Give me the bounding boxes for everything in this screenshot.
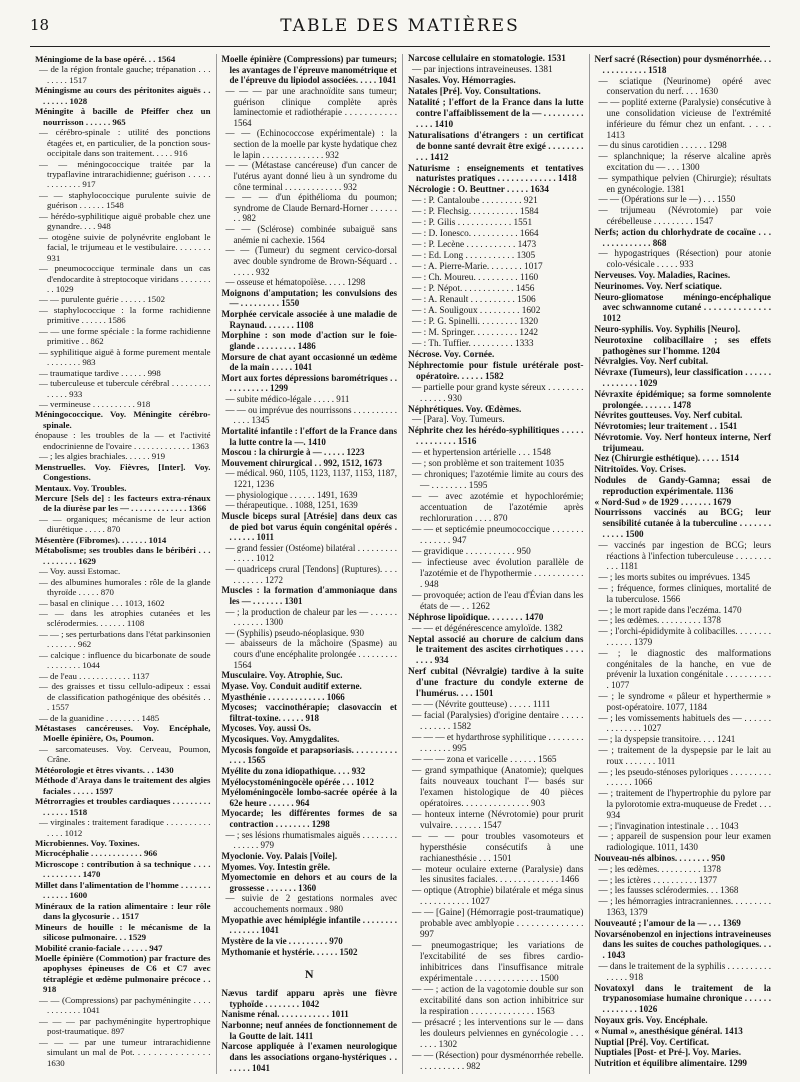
index-entry: Mentaux. Voy. Troubles. <box>35 482 127 493</box>
index-entry: — ; les ictères . . . . . . . . . . 1377 <box>598 874 718 885</box>
index-entry: — (Syphilis) pseudo-néoplasique. 930 <box>225 627 364 638</box>
index-entry: — honteux interne (Névrotomie) pour prurit vulvaire. . . . . . . 1547 <box>412 809 584 831</box>
index-entry: Névraxe (Tumeurs), leur classification . . . . . . . . . . . . . . 1029 <box>594 367 771 388</box>
index-entry: — provoquée; action de l'eau d'Évian dans les états de — . . 1262 <box>412 590 584 612</box>
index-entry: Mycosiques. Voy. Amygdalites. <box>221 734 340 744</box>
index-entry: Muscle biceps sural [Atrésie] dans deux cas de pied bot varus équin congénital opérés . . . . . . . 1011 <box>221 510 397 543</box>
index-entry: — — — par une arachnoïdite sans tumeur; guérison clinique complète après laminectomie et radiothérapie . . . . . . . . . . . 1564 <box>225 85 397 128</box>
index-columns <box>30 54 776 1074</box>
index-entry: Morphine : son mode d'action sur le foie-glande . . . . . . . . . 1486 <box>221 330 397 351</box>
index-entry: « Nord-Sud » de 1929 . . . . . . . 1679 <box>594 496 732 507</box>
index-entry: Nerveuses. Voy. Maladies, Racines. <box>594 269 731 280</box>
index-entry: — ; fréquence, formes cliniques, mortalité de la tuberculose. 1566 <box>598 583 771 604</box>
index-entry: — ; la production de chaleur par les — . . . . . . . . . . . . . 1300 <box>225 606 397 628</box>
index-entry: — tuberculeuse et tubercule cérébral . . . . . . . . . . . . . . 933 <box>39 378 211 399</box>
index-entry: — — — d'un épithélioma du poumon; syndrome de Claude Bernard-Horner . . . . . . . . 982 <box>225 192 397 224</box>
index-entry: Moelle épinière (Commotion) par fracture des apophyses épineuses de C6 et C7 avec tétraplégie et œdème pulmonaire précoce . . 918 <box>35 952 211 995</box>
index-entry: Méningisme au cours des péritonites aiguës . . . . . . . . 1028 <box>35 85 211 106</box>
index-entry: — — (Tumeur) du segment cervico-dorsal avec double syndrome de Brown-Séquard . . . . . . . 932 <box>225 245 397 277</box>
index-entry: — ; appareil de suspension pour leur examen radiologique. 1011, 1430 <box>598 831 771 853</box>
index-entry: — par injections intraveineuses. 1381 <box>412 64 553 75</box>
index-column-1 <box>30 54 217 1074</box>
index-entry: — : P. Népot. . . . . . . . . . . . 1456 <box>412 284 535 295</box>
index-entry: — ; les œdèmes. . . . . . . . . . 1378 <box>598 863 721 874</box>
index-entry: Muscles : la formation d'ammoniaque dans les — . . . . . . . 1301 <box>221 585 397 606</box>
index-entry: Natalité ; l'effort de la France dans la lutte contre l'affaiblissement de la — . . . . . . . . . . . . . 1410 <box>408 97 584 130</box>
index-entry: — partielle pour grand kyste séreux . . . . . . . . . . . . . . 930 <box>412 382 584 404</box>
index-entry: — ; les vomissements habituels des — . . . . . . . . . . . . . . 1027 <box>598 712 771 734</box>
index-entry: — ; l'invagination intestinale . . . 1043 <box>598 820 739 831</box>
index-entry: Névraxite épidémique; sa forme somnolente prolongée. . . . . . . 1478 <box>594 388 771 410</box>
index-entry: Méthode d'Araya dans le traitement des algies faciales . . . . . 1597 <box>35 775 211 796</box>
index-entry: — osseuse et hématopoïèse. . . . . 1298 <box>225 277 366 288</box>
index-entry: Neurinomes. Voy. Nerf sciatique. <box>594 280 722 291</box>
index-entry: — moteur oculaire externe (Paralysie) dans les sinusites faciales. . . . . . . . . . . . . . 1466 <box>412 864 584 886</box>
index-entry: — — — zona et varicelle . . . . . . 1565 <box>412 755 557 765</box>
index-entry: Nutrition et équilibre alimentaire. 1299 <box>594 1058 747 1069</box>
index-entry: — suivie de 2 gestations normales avec accouchements normaux . 980 <box>225 893 397 914</box>
index-entry: — — (Résection) pour dysménorrhée rebelle. . . . . . . . . . . 982 <box>412 1050 584 1072</box>
index-entry: — des graisses et tissu cellulo-adipeux : essai de classification pathogénique des obésités . . . 1557 <box>39 681 211 713</box>
index-entry: — ; son problème et son traitement 1035 <box>412 459 565 470</box>
index-entry: — abaisseurs de la mâchoire (Spasme) au cours d'une encéphalite prolongée . . . . . . . . . 1564 <box>225 638 397 670</box>
index-entry: — sciatique (Neurinome) opéré avec conservation du nerf. . . . 1630 <box>598 75 771 97</box>
index-entry: — hérédo-syphilitique aiguë probable chez une gynandre. . . . 948 <box>39 210 211 232</box>
index-entry: — — staphylococcique purulente suivie de guérison . . . . . . 1548 <box>39 189 211 211</box>
index-entry: — de la guanidine . . . . . . . . 1485 <box>39 712 160 723</box>
index-entry: Météorologie et êtres vivants. . . 1430 <box>35 764 174 775</box>
index-entry: — optique (Atrophie) bilatérale et méga sinus . . . . . . . . . . . 1027 <box>412 886 584 908</box>
index-entry: — — dans les atrophies cutanées et les sclérodermies. . . . . . . 1108 <box>39 608 211 629</box>
index-entry: Mortalité infantile : l'effort de la France dans la lutte contre la —. 1410 <box>221 425 397 447</box>
index-entry: Nitritoïdes. Voy. Crises. <box>594 464 687 475</box>
index-entry: — syphilitique aiguë à forme purement mentale . . . . . . . . 983 <box>39 346 211 368</box>
index-entry: Méningite à bacille de Pfeiffer chez un nourrisson . . . . . . 965 <box>35 106 211 127</box>
index-entry: — vaccinés par ingestion de BCG; leurs réactions à l'infection tuberculeuse . . . . . . . . . . . 1181 <box>598 539 771 572</box>
index-entry: — : A. Souligoux . . . . . . . . . 1602 <box>412 305 541 316</box>
index-entry: — : M. Springer. . . . . . . . . . 1242 <box>412 327 539 338</box>
index-entry: — — (Opérations sur le —) . . . 1550 <box>598 194 736 205</box>
index-entry: — : Ed. Long . . . . . . . . . . . 1305 <box>412 251 536 262</box>
index-entry: Mercure [Sels de] : les facteurs extra-rénaux de la diurèse par les — . . . . . . . . . . . . . 1366 <box>35 493 211 514</box>
index-entry: — otogène suivie de polynévrite englobant le facial, le trijumeau et le vestibulaire. . . . . . . . 931 <box>39 231 211 263</box>
index-entry: Nerfs; action du chlorhydrate de cocaïne . . . . . . . . . . . . . . 868 <box>594 226 771 248</box>
index-column-4 <box>590 54 777 1074</box>
index-entry: — — — pour troubles vasomoteurs et hypersthésie consécutifs à une rachianesthésie . . . 1501 <box>412 831 584 864</box>
index-entry: — subite médico-légale . . . . . 911 <box>225 394 350 404</box>
index-entry: — — méningococcique traitée par la trypaflavine intrarachidienne; guérison . . . . . . . . . . . . . 917 <box>39 158 211 190</box>
index-entry: — pneumogastrique; les variations de l'excitabilité de ses fibres cardio-inhibitrices dans l'insuffisance mitrale expérimentale . . . . . . . . . . . . . . 1500 <box>412 941 584 985</box>
index-entry: Neuro-gliomatose méningo-encéphalique avec schwannome cutané . . . . . . . . . . . . . . 1012 <box>594 291 771 324</box>
index-entry: Nuptiales [Post- et Pré-]. Voy. Maries. <box>594 1047 741 1058</box>
index-entry: Nævus tardif apparu après une fièvre typhoïde . . . . . . . . 1042 <box>221 988 397 1009</box>
index-entry: Myopathie avec hémiplégie infantile . . . . . . . . . . . . . . . 1041 <box>221 914 397 936</box>
index-entry: Mycosis fongoïde et parapsoriasis. . . . . . . . . . . . . . 1565 <box>221 744 397 766</box>
index-entry: — ; le diagnostic des malformations congénitales de la hanche, en vue de prévenir la luxation congénitale . . . . . . . . . . . 1077 <box>598 647 771 691</box>
index-entry: Novarsénobenzol en injections intraveineuses dans les suites de couches pathologiques. . . . 1043 <box>594 928 771 961</box>
index-entry: Nécrologie : O. Beuttner . . . . . 1634 <box>408 185 549 196</box>
index-entry: Myomectomie en dehors et au cours de la grossesse . . . . . . . 1360 <box>221 872 397 893</box>
index-entry: Natales [Pré]. Voy. Consultations. <box>408 86 541 97</box>
index-entry: — : Th. Tuffier. . . . . . . . . . 1333 <box>412 338 534 349</box>
index-entry: Myomes. Voy. Intestin grêle. <box>221 861 330 872</box>
index-entry: — [Para]. Voy. Tumeurs. <box>412 415 505 426</box>
index-entry: — — ou imprévue des nourrissons . . . . . . . . . . . . . . 1345 <box>225 404 397 426</box>
index-entry: Nouveauté ; l'amour de la — . . . 1369 <box>594 917 741 928</box>
index-entry: « Numal », anesthésique général. 1413 <box>594 1025 743 1036</box>
index-entry: Névrotomies; leur traitement . . 1541 <box>594 421 738 432</box>
index-entry: — — organiques; mécanisme de leur action diurétique . . . . . 870 <box>39 513 211 535</box>
index-entry: — vermineuse . . . . . . . . . . 918 <box>39 398 151 409</box>
index-entry: — facial (Paralysies) d'origine dentaire . . . . . . . . . . . . 1582 <box>412 711 584 733</box>
index-entry: — ; les œdèmes. . . . . . . . . . 1378 <box>598 615 721 626</box>
index-entry: — grand fessier (Ostéome) bilatéral . . . . . . . . . . . . . . 1012 <box>225 542 397 564</box>
index-entry: — — et septicémie pneumococcique . . . . . . . . . . . . . . 947 <box>412 524 584 546</box>
index-entry: Nouveau-nés albinos. . . . . . . . 950 <box>594 852 726 863</box>
index-entry: Nourrissons vaccinés au BCG; leur sensibilité cutanée à la tuberculine . . . . . . . . . . . . 1500 <box>594 507 771 540</box>
index-entry: Myélocystoméningocèle opérée . . . 1012 <box>221 776 374 787</box>
index-entry: Myélite du zona idiopathique. . . . 932 <box>221 765 366 776</box>
index-entry: Microcéphalie . . . . . . . . . . . . 966 <box>35 848 158 859</box>
index-entry: — — ; ses perturbations dans l'état parkinsonien . . . . . . . 962 <box>39 628 211 650</box>
index-entry: — : P. Lecène . . . . . . . . . . . 1473 <box>412 240 537 251</box>
index-entry: — virginales : traitement faradique . . . . . . . . . . . . . . 1012 <box>39 817 211 838</box>
index-entry: — du sinus carotidien . . . . . . 1298 <box>598 140 727 151</box>
index-entry: Neurotoxine colibacillaire ; ses effets pathogènes sur l'homme. 1204 <box>594 334 771 356</box>
index-entry: Morsure de chat ayant occasionné un œdème de la main . . . . . 1041 <box>221 351 397 373</box>
index-entry: — grand sympathique (Anatomie); quelques faits nouveaux touchant l'— basés sur l'examen histologique de 40 pièces opératoires. . . . . . . . . . . . . . . 903 <box>412 765 584 809</box>
index-entry: — : D. Ionesco. . . . . . . . . . . 1664 <box>412 229 539 240</box>
index-entry: — ; l'orchi-épididymite à colibacilles. . . . . . . . . . . . . . 1379 <box>598 626 771 648</box>
index-entry: Métabolisme; ses troubles dans le béribéri . . . . . . . . . . . 1629 <box>35 545 211 566</box>
index-entry: Nerf cubital (Névralgie) tardive à la suite d'une fracture du condyle externe de l'humérus. . . . 1501 <box>408 667 584 700</box>
index-entry: — cérébro-spinale : utilité des ponctions étagées et, en particulier, de la ponction sous-occipitale dans son traitement. . . . . 916 <box>39 127 211 159</box>
index-entry: — de la région frontale gauche; trépanation . . . . . . . . 1517 <box>39 64 211 85</box>
index-entry: Nez (Chirurgie esthétique). . . . . 1514 <box>594 453 739 464</box>
index-entry: Néphrétiques. Voy. Œdèmes. <box>408 404 522 415</box>
index-entry: — ; traitement de l'hypertrophie du pylore par la pylorotomie extra-muqueuse de Fredet . . . 934 <box>598 788 771 820</box>
index-entry: Naturisme : enseignements et tentatives naturistes pratiques . . . . . . . . . . . . . 1418 <box>408 163 584 185</box>
index-entry: Nodules de Gandy-Gamna; essai de reproduction expérimentale. 1136 <box>594 475 771 496</box>
index-entry: Neptal associé au chorure de calcium dans le traitement des ascites cirrhotiques . . . . . . . . 934 <box>408 634 584 667</box>
index-entry: — Voy. aussi Estomac. <box>39 566 121 577</box>
index-entry: — ; les algies brachiales. . . . . . 919 <box>39 451 166 462</box>
index-entry: — ; traitement de la dyspepsie par le lait au roux . . . . . . . 1011 <box>598 745 771 766</box>
index-entry: — traumatique tardive . . . . . . 998 <box>39 367 161 378</box>
index-entry: — : P. Cantaloube . . . . . . . . . 921 <box>412 196 538 207</box>
index-entry: — — (Echinococcose expérimentale) : la section de la moelle par kyste hydatique chez le lapin . . . . . . . . . . . . . . 932 <box>225 128 397 160</box>
index-entry: Millet dans l'alimentation de l'homme . . . . . . . . . . . . . 1600 <box>35 879 211 901</box>
index-entry: — — (Névrite goutteuse) . . . . . 1111 <box>412 700 551 711</box>
index-entry: Métastases cancéreuses. Voy. Encéphale, Moelle épinière, Os, Poumon. <box>35 723 211 744</box>
index-entry: Morphée cervicale associée à une maladie de Raynaud. . . . . . . 1108 <box>221 309 397 330</box>
index-entry: Myasthénie . . . . . . . . . . . . . 1066 <box>221 691 345 702</box>
index-entry: Microbiennes. Voy. Toxines. <box>35 837 140 848</box>
index-entry: — chroniques; l'azotémie limite au cours des — . . . . . . . . 1595 <box>412 470 584 492</box>
index-entry: Narcose cellulaire en stomatologie. 1531 <box>408 54 566 64</box>
index-entry: Nerf sacré (Résection) pour dysménorrhée. . . . . . . . . . . . . 1518 <box>594 54 771 75</box>
index-entry: Mort aux fortes dépressions barométriques . . . . . . . . . . . 1299 <box>221 372 397 394</box>
index-entry: Myocarde; les différentes formes de sa contraction . . . . . . . . 1298 <box>221 808 397 829</box>
index-entry: Nuptial [Pré]. Voy. Certificat. <box>594 1036 710 1047</box>
index-entry: — ; ses lésions rhumatismales aiguës . . . . . . . . . . . . . . 979 <box>225 829 397 851</box>
index-entry: — : P. Flechsig. . . . . . . . . . . 1584 <box>412 207 539 218</box>
index-entry: — — avec azotémie et hypochlorémie; accentuation de l'azotémie après rechloruration . . . . 870 <box>412 492 584 525</box>
index-entry: énopause : les troubles de la — et l'activité endocrinienne de l'ovaire . . . . . . . . . . . . . 1363 <box>35 430 211 451</box>
index-entry: Novatoxyl dans le traitement de la trypanosomiase humaine chronique . . . . . . . . . . . . . . 1026 <box>594 982 771 1015</box>
index-entry: — trijumeau (Névrotomie) par voie cérébelleuse . . . . . . . . . 1547 <box>598 205 771 226</box>
index-entry: Mythomanie et hystérie. . . . . . 1502 <box>221 946 358 957</box>
index-entry: — — [Gaine] (Hémorragie post-traumatique) probable avec amblyopie . . . . . . . . . . . . . . 997 <box>412 908 584 941</box>
page-header <box>30 16 770 46</box>
header-rule <box>30 46 770 47</box>
index-entry: — présacré ; les interventions sur le — dans les douleurs pelviennes en gynécologie . . . . . . . 1302 <box>412 1017 584 1050</box>
index-entry: — — (Compressions) par pachyméningite . . . . . . . . . . . . 1041 <box>39 994 211 1016</box>
index-entry: Moelle épinière (Compressions) par tumeurs; les avantages de l'épreuve manométrique et de l'épreuve du lipiodol associées. . . . . 1041 <box>221 54 397 86</box>
index-entry: — — une forme spéciale : la forme rachidienne primitive . . 862 <box>39 325 211 347</box>
index-entry: — ; le syndrome « pâleur et hyperthermie » post-opératoire. 1077, 1184 <box>598 691 771 712</box>
index-entry: Microscope : contribution à sa technique . . . . . . . . . . . . . 1470 <box>35 858 211 880</box>
index-entry: Mycoses. Voy. aussi Os. <box>221 723 312 734</box>
index-entry: — de l'eau . . . . . . . . . . . . 1137 <box>39 670 150 681</box>
index-entry: — hypogastriques (Résection) pour atonie colo-vésicale . . . . . 933 <box>598 248 771 270</box>
index-entry: Néphrite chez les hérédo-syphilitiques . . . . . . . . . . . . . . 1516 <box>408 426 584 448</box>
index-entry: — quadriceps crural [Tendons] (Ruptures). . . . . . . . . . . 1272 <box>225 564 397 585</box>
index-entry: Méningiome de la base opéré. . . 1564 <box>35 54 176 64</box>
index-entry: — staphylococcique : la forme rachidienne primitive . . . . . . 1586 <box>39 304 211 326</box>
index-entry: — — et dégénérescence amyloïde. 1382 <box>412 623 563 634</box>
index-entry: — et hypertension artérielle . . . 1548 <box>412 448 551 459</box>
index-entry: Méningococcique. Voy. Méningite cérébro-spinale. <box>35 409 211 430</box>
index-entry: Mésentère (Fibromes). . . . . . . 1014 <box>35 534 167 545</box>
index-entry: — médical. 960, 1105, 1123, 1137, 1153, 1187, 1221, 1236 <box>225 468 397 489</box>
index-entry: — — — et hydarthrose syphilitique . . . . . . . . . . . . . . . 995 <box>412 733 584 755</box>
index-entry: — basal en clinique . . . 1013, 1602 <box>39 597 165 608</box>
index-entry: Névrites goutteuses. Voy. Nerf cubital. <box>594 410 743 421</box>
index-entry: — pneumococcique terminale dans un cas d'endocardite à streptocoque viridans . . . . . . . . . 1029 <box>39 263 211 294</box>
index-entry: — physiologique . . . . . . 1491, 1639 <box>225 489 358 500</box>
index-entry: — des albumines humorales : rôle de la glande thyroïde . . . . . 870 <box>39 576 211 598</box>
index-entry: — — — par une tumeur intrarachidienne simulant un mal de Pot. . . . . . . . . . . . . . . 1630 <box>39 1036 211 1068</box>
index-entry: Musculaire. Voy. Atrophie, Suc. <box>221 670 343 681</box>
index-entry: Mineurs de houille : le mécanisme de la silicose pulmonaire. . . 1529 <box>35 921 211 943</box>
index-entry: — gravidique . . . . . . . . . . . 950 <box>412 546 531 557</box>
index-entry: Mystère de la vie . . . . . . . . . 970 <box>221 935 343 946</box>
index-entry: — — — par pachyméningite hypertrophique post-traumatique. 897 <box>39 1015 211 1037</box>
index-entry: — ; les fausses sclérodermies. . . 1368 <box>598 885 739 896</box>
index-entry: Minéraux de la ration alimentaire : leur rôle dans la glycosurie . . 1517 <box>35 900 211 922</box>
index-entry: Métrorragies et troubles cardiaques . . . . . . . . . . . . . . . 1518 <box>35 796 211 817</box>
index-entry: Noyaux gris. Voy. Encéphale. <box>594 1014 708 1025</box>
index-entry: Moignons d'amputation; les convulsions des — . . . . . . . . . 1550 <box>221 287 397 309</box>
index-entry: Neuro-syphilis. Voy. Syphilis [Neuro]. <box>594 323 741 334</box>
index-entry: — : Ch. Moureu. . . . . . . . . . 1160 <box>412 273 539 284</box>
page-number: 18 <box>30 16 50 34</box>
index-entry: Névralgies. Voy. Nerf cubital. <box>594 356 709 367</box>
index-entry: — : A. Pierre-Marie. . . . . . . . 1017 <box>412 262 543 273</box>
index-entry: — : P. G. Spinelli. . . . . . . . . 1320 <box>412 316 539 327</box>
index-entry: — dans le traitement de la syphilis . . . . . . . . . . . . . . . 918 <box>598 960 771 982</box>
index-entry: Narcose appliquée à l'examen neurologique dans les associations organo-hystériques . . . . . . . 1041 <box>221 1041 397 1073</box>
index-entry: Nanisme rénal. . . . . . . . . . . . 1011 <box>221 1009 349 1020</box>
index-entry: — sarcomateuses. Voy. Cerveau, Poumon, Crâne. <box>39 743 211 765</box>
index-entry: — : A. Renault . . . . . . . . . . 1506 <box>412 294 536 305</box>
index-entry: — splanchnique; la réserve alcaline après excitation du — . . . 1300 <box>598 151 771 172</box>
page-title: TABLE DES MATIÈRES <box>280 16 520 36</box>
index-entry: Naturalisations d'étrangers : un certificat de bonne santé devrait être exigé . . . . . . . . . . . 1412 <box>408 130 584 163</box>
index-entry: Nasales. Voy. Hémorragies. <box>408 75 516 86</box>
index-entry: Néphrectomie pour fistule urétérale post-opératoire. . . . . . 1582 <box>408 360 584 382</box>
index-entry: Myéloméningocèle lombo-sacrée opérée à la 62e heure . . . . . . 964 <box>221 787 397 808</box>
index-entry: — — purulente guérie . . . . . . 1502 <box>39 294 166 305</box>
index-entry: Névrotomie. Voy. Nerf honteux interne, Nerf trijumeau. <box>594 431 771 453</box>
index-entry: Mouvement chirurgical . . 992, 1512, 1673 <box>221 457 382 468</box>
index-entry: Néphrose lipoïdique. . . . . . . . 1470 <box>408 612 544 623</box>
index-entry: — ; les pseudo-sténoses pyloriques . . . . . . . . . . . . . . . 1066 <box>598 766 771 788</box>
index-entry: — infectieuse avec évolution parallèle de l'azotémie et de l'hypothermie . . . . . . . . . . . . 948 <box>412 557 584 590</box>
index-column-3 <box>403 54 590 1074</box>
index-entry: Narbonne; neuf années de fonctionnement de la Goutte de lait. 1411 <box>221 1020 397 1041</box>
index-entry: — sympathique pelvien (Chirurgie); résultats en gynécologie. 1381 <box>598 172 771 194</box>
index-entry: — ; la dyspepsie transitoire. . . . 1241 <box>598 734 736 745</box>
index-entry: Myoclonie. Voy. Palais [Voile]. <box>221 850 338 861</box>
index-entry: — calcique : influence du bicarbonate de soude . . . . . . . . 1044 <box>39 649 211 671</box>
index-entry: — thérapeutique. . 1088, 1251, 1639 <box>225 500 358 511</box>
index-entry: Myase. Voy. Conduit auditif externe. <box>221 680 362 691</box>
index-entry: Menstruelles. Voy. Fièvres, [Inter]. Voy. Congestions. <box>35 461 211 483</box>
index-entry: Mycoses; vaccinothérapie; clasovaccin et filtrat-toxine. . . . . . 918 <box>221 702 397 723</box>
index-entry: — ; le mort rapide dans l'eczéma. 1470 <box>598 604 742 615</box>
index-entry: — ; les hémorragies intracraniennes. . . . . . . . . 1363, 1379 <box>598 896 771 917</box>
index-entry: Nécrose. Voy. Cornée. <box>408 349 495 360</box>
index-entry: — : P. Gilis . . . . . . . . . . . . 1551 <box>412 218 533 229</box>
index-entry: — — poplité externe (Paralysie) consécutive à une consolidation vicieuse de l'extrémité inférieure du fémur chez un enfant. . . . . 1413 <box>598 97 771 140</box>
index-entry: — — (Sclérose) combinée subaiguë sans anémie ni cachexie. 1564 <box>225 224 397 245</box>
index-entry: — ; les morts subites ou imprévues. 1345 <box>598 572 751 583</box>
index-entry: Moscou : la chirurgie à — . . . . . 1223 <box>221 447 365 458</box>
index-entry: — — ; action de la vagotomie double sur son excitabilité dans son action inhibitrice sur la respiration . . . . . . . . . . . . . . 1563 <box>412 985 584 1017</box>
section-letter: N <box>304 967 314 982</box>
index-entry: Mobilité cranio-faciale . . . . . . 947 <box>35 942 163 953</box>
index-column-2 <box>217 54 404 1074</box>
index-entry: — — (Métastase cancéreuse) d'un cancer de l'utérus ayant donné lieu à un syndrome du cône terminal . . . . . . . . . . . . . 932 <box>225 160 397 192</box>
